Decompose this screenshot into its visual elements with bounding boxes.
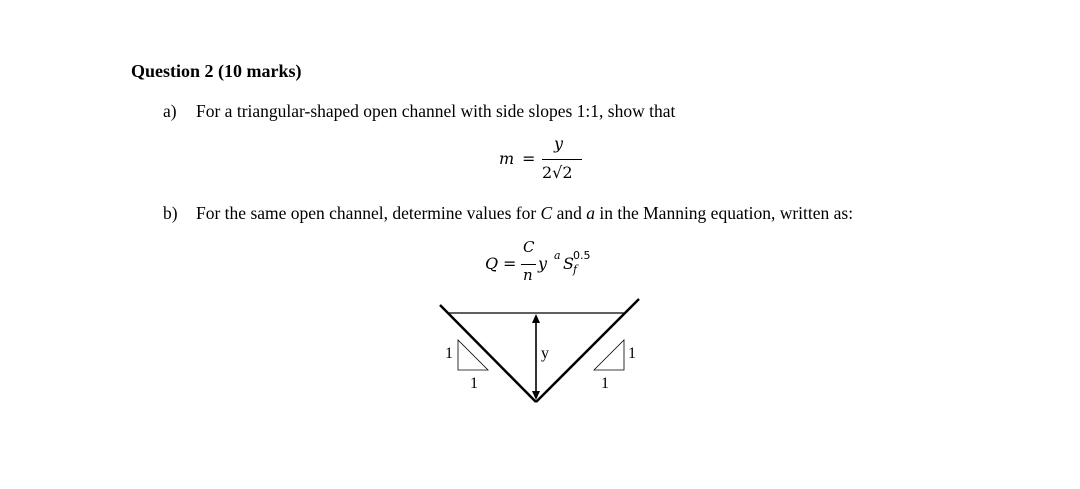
equation-b-numerator: C (523, 238, 535, 256)
channel-right-wall (536, 299, 639, 402)
equation-b-lhs: Q (485, 254, 499, 273)
part-a-text: For a triangular-shaped open channel with side slopes 1:1, show that (196, 101, 676, 121)
part-b-text-1: For the same open channel, determine values for (196, 203, 541, 223)
part-b-text-2: and (552, 203, 587, 223)
right-slope-triangle (594, 340, 624, 370)
part-b-text (196, 203, 853, 224)
equation-b-fraction-bar (521, 264, 536, 265)
part-b-var-a: a (586, 203, 595, 223)
question-heading: Question 2 (10 marks) (131, 61, 302, 81)
equation-a-numerator: y (554, 134, 564, 153)
part-b-text-3: in the Manning equation, written as: (595, 203, 854, 223)
depth-arrow-head-up (532, 314, 540, 323)
equation-b-subscript-f: f (573, 263, 578, 276)
equation-a-denominator: 2√2 (542, 163, 573, 182)
right-slope-horizontal-label: 1 (601, 375, 609, 392)
left-slope-horizontal-label: 1 (470, 375, 478, 392)
equation-b-term-y: y (538, 254, 548, 273)
left-slope-triangle (458, 340, 488, 370)
channel-left-wall (440, 305, 536, 402)
part-a-label: a) (163, 101, 177, 121)
equation-a-lhs: m (499, 149, 515, 168)
left-slope-vertical-label: 1 (445, 345, 453, 362)
equation-a-fraction-bar (542, 159, 582, 160)
right-slope-vertical-label: 1 (628, 345, 636, 362)
part-b-var-c: C (540, 203, 553, 223)
channel-diagram (436, 296, 646, 408)
equation-b-exponent-s: 0.5 (573, 249, 591, 262)
depth-label: y (541, 345, 549, 362)
equation-b-term-s: S (563, 254, 574, 273)
part-b-label: b) (163, 203, 178, 223)
equation-b-equals: = (503, 254, 517, 273)
equation-a-equals: = (522, 149, 536, 168)
equation-b-exponent-a: a (554, 249, 561, 262)
equation-b-denominator: n (523, 266, 533, 284)
